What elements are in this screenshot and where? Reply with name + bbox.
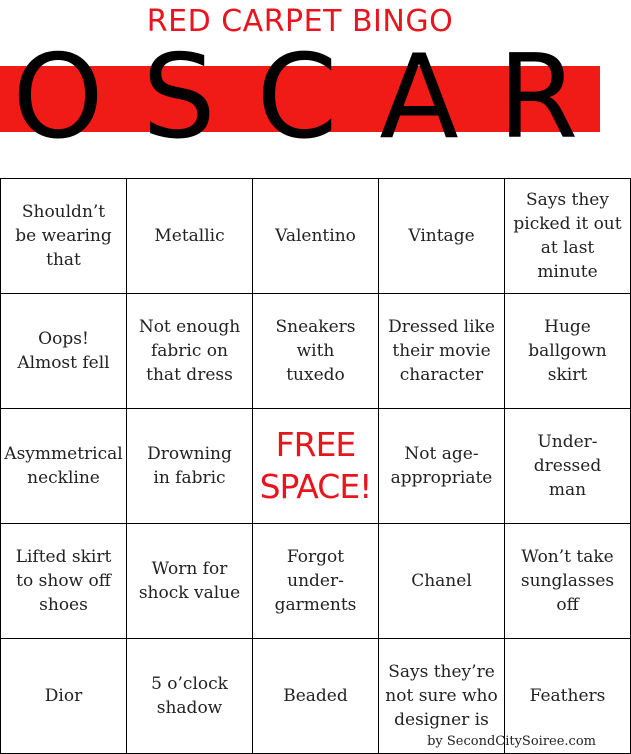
cell-label: Not enough fabric on that dress	[138, 317, 241, 385]
oscar-title	[0, 30, 600, 165]
cell-label: Lifted skirt to show off shoes	[15, 547, 112, 615]
bingo-row	[1, 294, 631, 409]
bingo-cell[interactable]	[127, 179, 253, 294]
bingo-cell[interactable]	[253, 524, 379, 639]
bingo-cell[interactable]	[379, 524, 505, 639]
title-letter-r: R	[497, 30, 579, 165]
cell-label: Vintage	[408, 226, 475, 246]
bingo-cell[interactable]	[253, 639, 379, 754]
free-space-label: FREE SPACE!	[259, 425, 372, 506]
bingo-card	[0, 178, 631, 754]
bingo-cell[interactable]	[127, 639, 253, 754]
cell-label: Sneakers with tuxedo	[275, 317, 356, 385]
bingo-row	[1, 409, 631, 524]
cell-label: Chanel	[411, 571, 472, 591]
bingo-cell[interactable]	[505, 294, 631, 409]
bingo-row	[1, 179, 631, 294]
title-letter-o: O	[12, 30, 104, 165]
bingo-cell[interactable]	[1, 639, 127, 754]
title-letter-a: A	[379, 30, 459, 165]
bingo-cell[interactable]	[505, 179, 631, 294]
cell-label: Huge ballgown skirt	[528, 317, 607, 385]
cell-label: Forgot under- garments	[274, 547, 357, 615]
cell-label: Not age- appropriate	[390, 444, 493, 488]
bingo-cell[interactable]	[1, 409, 127, 524]
bingo-cell[interactable]	[379, 294, 505, 409]
cell-label: Won’t take sunglasses off	[520, 547, 615, 615]
cell-label: Worn for shock value	[138, 559, 241, 603]
cell-label: Under- dressed man	[533, 432, 602, 500]
cell-label: Feathers	[529, 686, 606, 706]
cell-label: Says they picked it out at last minute	[513, 190, 622, 282]
cell-label: Asymmetrical neckline	[4, 444, 123, 488]
bingo-row	[1, 524, 631, 639]
bingo-cell[interactable]	[379, 179, 505, 294]
cell-label: Valentino	[275, 226, 356, 246]
bingo-cell[interactable]	[253, 294, 379, 409]
cell-label: Beaded	[283, 686, 348, 706]
cell-label: Says they’re not sure who designer is	[385, 662, 498, 730]
bingo-cell[interactable]	[127, 409, 253, 524]
cell-label: Shouldn’t be wearing that	[15, 202, 112, 270]
bingo-cell[interactable]	[1, 524, 127, 639]
title-letter-c: C	[256, 30, 338, 165]
bingo-cell[interactable]	[1, 294, 127, 409]
cell-label: Dressed like their movie character	[388, 317, 495, 385]
bingo-cell[interactable]	[1, 179, 127, 294]
bingo-cell[interactable]	[253, 179, 379, 294]
bingo-cell[interactable]	[505, 409, 631, 524]
bingo-cell[interactable]	[127, 524, 253, 639]
cell-label: Oops! Almost fell	[17, 329, 110, 373]
site-credit: by SecondCitySoiree.com	[427, 734, 596, 749]
title-letter-s: S	[142, 30, 216, 165]
cell-label: Drowning in fabric	[147, 444, 232, 488]
bingo-cell[interactable]	[379, 409, 505, 524]
bingo-cell[interactable]	[505, 524, 631, 639]
cell-label: 5 o’clock shadow	[151, 674, 228, 718]
free-space-cell[interactable]	[253, 409, 379, 524]
bingo-cell[interactable]	[127, 294, 253, 409]
cell-label: Metallic	[154, 226, 225, 246]
bingo-subtitle: RED CARPET BINGO	[146, 4, 454, 39]
cell-label: Dior	[44, 686, 83, 706]
